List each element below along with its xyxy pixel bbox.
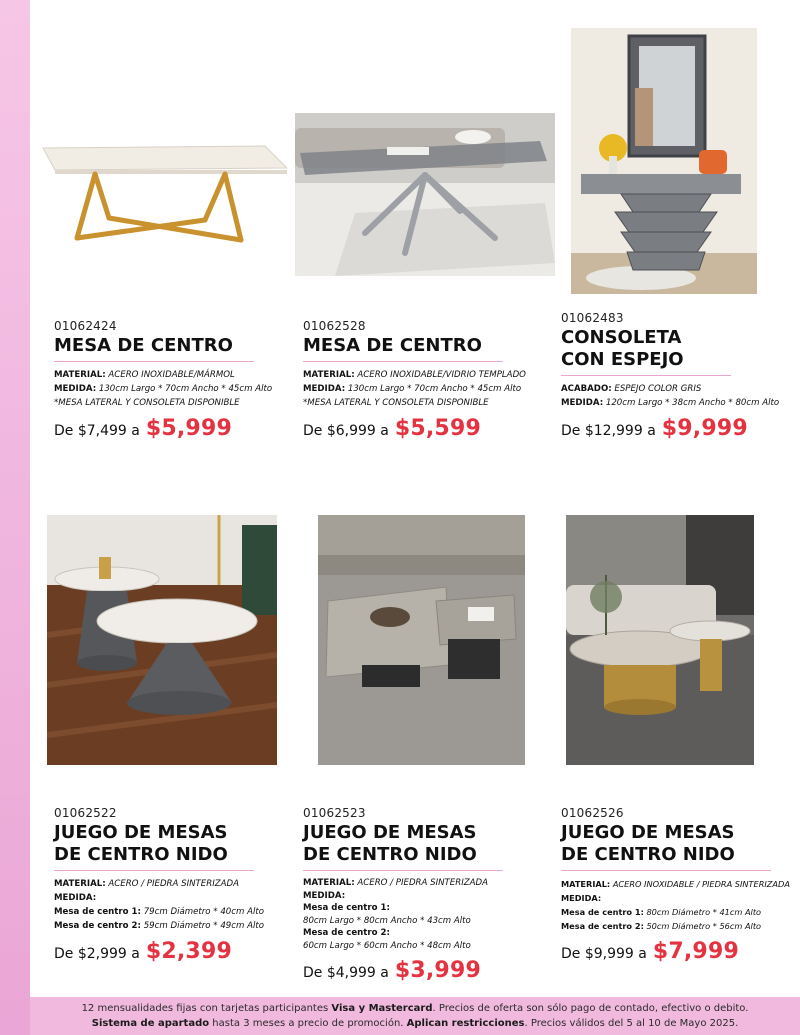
product-sku: 01062522 <box>54 806 117 820</box>
old-price: De $2,999 a <box>54 946 140 962</box>
product-specs: MATERIAL: ACERO / PIEDRA SINTERIZADA MEDIDA: Mesa de centro 1: 80cm Largo * 80cm Ancho * 43cm Alto Mesa de centro 2: 60cm Largo * 60cm Ancho * 48cm Alto <box>303 878 489 951</box>
product-sku: 01062528 <box>303 319 366 333</box>
product-card-2 <box>303 319 543 441</box>
product-name: JUEGO DE MESAS DE CENTRO NIDO <box>303 822 503 871</box>
product-specs: MATERIAL: ACERO INOXIDABLE/MÁRMOL MEDIDA: 130cm Largo * 70cm Ancho * 45cm Alto *MESA LATERAL Y CONSOLETA DISPONIBLE <box>54 370 273 408</box>
product-specs: MATERIAL: ACERO INOXIDABLE / PIEDRA SINTERIZADA MEDIDA: Mesa de centro 1: 80cm Diámetro * 41cm Alto Mesa de centro 2: 50cm Diámetro * 56cm Alto <box>561 879 790 931</box>
price-row <box>54 416 294 441</box>
product-name: MESA DE CENTRO <box>303 335 503 362</box>
product-image-2 <box>295 113 555 276</box>
product-sku: 01062483 <box>561 311 624 325</box>
sale-price: $9,999 <box>661 416 748 441</box>
product-specs: ACABADO: ESPEJO COLOR GRIS MEDIDA: 120cm Largo * 38cm Ancho * 80cm Alto <box>561 384 780 408</box>
product-image-4 <box>47 515 277 765</box>
product-sku: 01062424 <box>54 319 117 333</box>
old-price: De $6,999 a <box>303 423 389 439</box>
price-row <box>303 416 543 441</box>
left-decorative-stripe <box>0 0 30 1035</box>
product-card-3 <box>561 311 800 441</box>
product-name: JUEGO DE MESAS DE CENTRO NIDO <box>54 822 254 871</box>
sale-price: $5,999 <box>145 416 232 441</box>
old-price: De $9,999 a <box>561 946 647 962</box>
product-card-4 <box>54 806 294 964</box>
product-image-1 <box>35 140 287 250</box>
old-price: De $4,999 a <box>303 965 389 981</box>
product-name: CONSOLETA CON ESPEJO <box>561 327 731 376</box>
footer-line-1: 12 mensualidades fijas con tarjetas participantes Visa y Mastercard. Precios de oferta son sólo pago de contado, efectivo o debito. <box>81 1003 749 1014</box>
product-image-3 <box>571 28 757 294</box>
product-sku: 01062526 <box>561 806 624 820</box>
terms-footer <box>30 997 800 1035</box>
sale-price: $3,999 <box>394 958 481 983</box>
product-name: MESA DE CENTRO <box>54 335 254 362</box>
product-name: JUEGO DE MESAS DE CENTRO NIDO <box>561 822 771 871</box>
price-row <box>54 939 294 964</box>
product-card-1 <box>54 319 294 441</box>
sale-price: $2,399 <box>145 939 232 964</box>
old-price: De $7,499 a <box>54 423 140 439</box>
product-card-6 <box>561 806 800 964</box>
price-row <box>303 958 543 983</box>
product-card-5 <box>303 806 543 983</box>
footer-line-2: Sistema de apartado hasta 3 meses a precio de promoción. Aplican restricciones. Precios válidos del 5 al 10 de Mayo 2025. <box>91 1018 739 1029</box>
old-price: De $12,999 a <box>561 423 656 439</box>
product-image-6 <box>566 515 754 765</box>
product-image-5 <box>318 515 525 765</box>
product-sku: 01062523 <box>303 806 366 820</box>
sale-price: $5,599 <box>394 416 481 441</box>
product-specs: MATERIAL: ACERO INOXIDABLE/VIDRIO TEMPLADO MEDIDA: 130cm Largo * 70cm Ancho * 45cm Alto *MESA LATERAL Y CONSOLETA DISPONIBLE <box>303 370 526 408</box>
product-specs: MATERIAL: ACERO / PIEDRA SINTERIZADA MEDIDA: Mesa de centro 1: 79cm Diámetro * 40cm Alto Mesa de centro 2: 59cm Diámetro * 49cm Alto <box>54 879 264 931</box>
price-row <box>561 416 800 441</box>
price-row <box>561 939 800 964</box>
sale-price: $7,999 <box>652 939 739 964</box>
